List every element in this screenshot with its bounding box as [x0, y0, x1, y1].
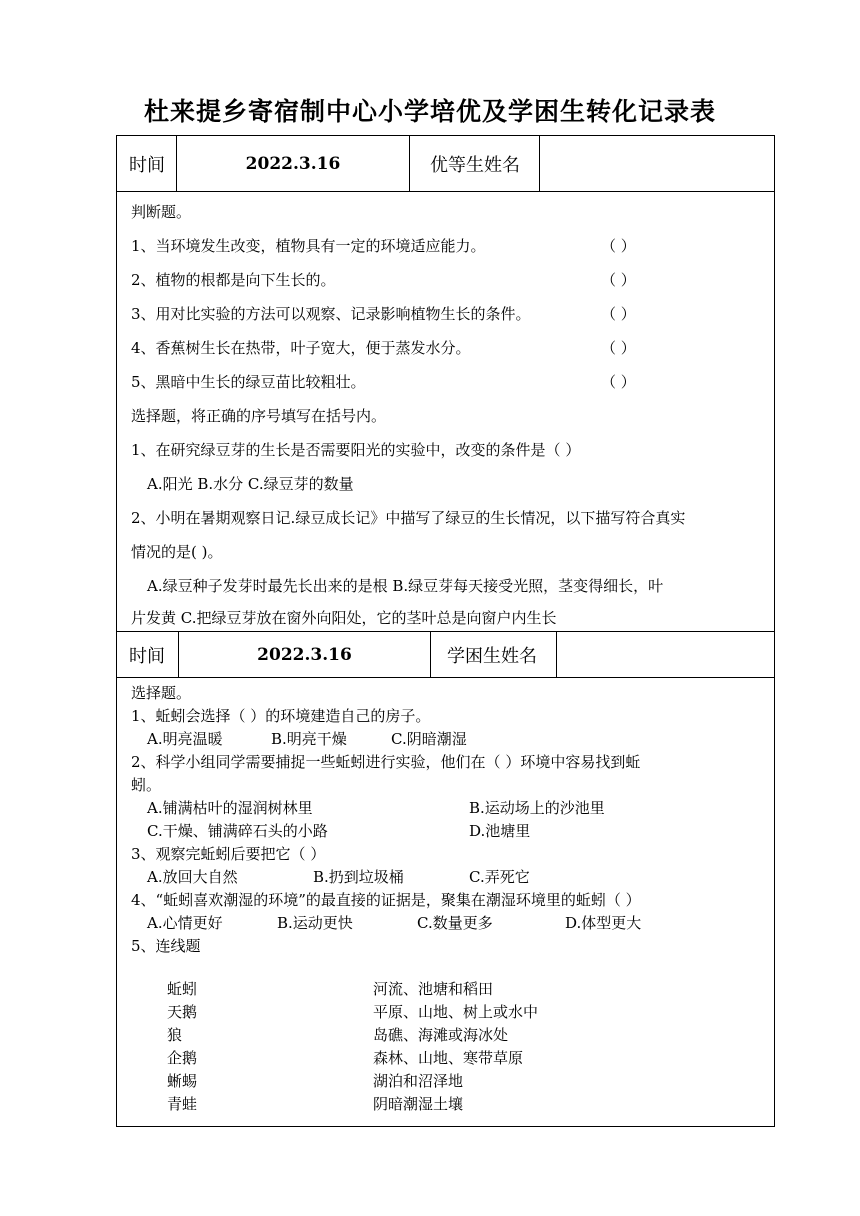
s2-q1-option-b: B.明亮干燥	[271, 730, 347, 748]
section2-name-value[interactable]	[557, 632, 774, 677]
s2-q3-option-c: C.弄死它	[469, 868, 530, 886]
s2-q4-option-a: A.心情更好	[147, 914, 223, 932]
s2-q2-option-a: A.铺满枯叶的湿润树林里	[147, 799, 313, 817]
judge-answer-1[interactable]: （ ）	[601, 237, 636, 255]
s2-q3-option-b: B.扔到垃圾桶	[313, 868, 404, 886]
record-table	[116, 135, 775, 1127]
match-right-3: 岛礁、海滩或海冰处	[373, 1026, 509, 1044]
judge-heading: 判断题。	[131, 203, 192, 221]
s2-q2-option-c: C.干燥、铺满碎石头的小路	[147, 822, 328, 840]
choice-question-2-line2: 情况的是( )。	[131, 543, 223, 561]
section2-time-label: 时间	[117, 632, 179, 677]
match-left-2: 天鹅	[167, 1003, 198, 1021]
match-right-2: 平原、山地、树上或水中	[373, 1003, 539, 1021]
choice-question-1-options: A.阳光 B.水分 C.绿豆芽的数量	[147, 475, 354, 493]
s2-question-2-line2: 蚓。	[131, 776, 162, 794]
match-right-4: 森林、山地、寒带草原	[373, 1049, 524, 1067]
section1-time-value: 2022.3.16	[177, 136, 410, 191]
s2-q2-option-d: D.池塘里	[469, 822, 531, 840]
s2-question-4: 4、“蚯蚓喜欢潮湿的环境”的最直接的证据是，聚集在潮湿环境里的蚯蚓（ ）	[131, 891, 641, 909]
match-right-5: 湖泊和沼泽地	[373, 1072, 464, 1090]
section1-header-row	[117, 136, 774, 192]
s2-q4-option-d: D.体型更大	[565, 914, 642, 932]
s2-question-5: 5、连线题	[131, 937, 201, 955]
s2-q1-option-a: A.明亮温暖	[147, 730, 223, 748]
s2-q1-option-c: C.阴暗潮湿	[391, 730, 467, 748]
section1-name-label: 优等生姓名	[410, 136, 540, 191]
judge-item-4: 4、香蕉树生长在热带，叶子宽大，便于蒸发水分。	[131, 339, 471, 357]
match-right-6: 阴暗潮湿土壤	[373, 1095, 464, 1113]
judge-item-1: 1、当环境发生改变，植物具有一定的环境适应能力。	[131, 237, 486, 255]
section2-header-row	[117, 632, 774, 678]
s2-heading: 选择题。	[131, 684, 192, 702]
choice-question-1: 1、在研究绿豆芽的生长是否需要阳光的实验中，改变的条件是（ ）	[131, 441, 581, 459]
match-left-4: 企鹅	[167, 1049, 198, 1067]
section2-time-value: 2022.3.16	[179, 632, 431, 677]
judge-answer-4[interactable]: （ ）	[601, 339, 636, 357]
choice-question-2-line1: 2、小明在暑期观察日记.绿豆成长记》中描写了绿豆的生长情况，以下描写符合真实	[131, 509, 686, 527]
match-left-5: 蜥蜴	[167, 1072, 198, 1090]
choice-question-2-options-line1: A.绿豆种子发芽时最先长出来的是根 B.绿豆芽每天接受光照，茎变得细长，叶	[147, 577, 664, 595]
s2-q2-option-b: B.运动场上的沙池里	[469, 799, 605, 817]
match-left-3: 狼	[167, 1026, 183, 1044]
choice-heading: 选择题，将正确的序号填写在括号内。	[131, 407, 387, 425]
judge-item-5: 5、黑暗中生长的绿豆苗比较粗壮。	[131, 373, 366, 391]
s2-q3-option-a: A.放回大自然	[147, 868, 238, 886]
match-left-1: 蚯蚓	[167, 980, 198, 998]
judge-answer-5[interactable]: （ ）	[601, 373, 636, 391]
judge-answer-2[interactable]: （ ）	[601, 271, 636, 289]
s2-question-2-line1: 2、科学小组同学需要捕捉一些蚯蚓进行实验，他们在（ ）环境中容易找到蚯	[131, 753, 641, 771]
section1-body	[117, 192, 774, 632]
match-left-6: 青蛙	[167, 1095, 198, 1113]
judge-item-2: 2、植物的根都是向下生长的。	[131, 271, 336, 289]
section1-time-label: 时间	[117, 136, 177, 191]
s2-question-1: 1、蚯蚓会选择（ ）的环境建造自己的房子。	[131, 707, 431, 725]
s2-q4-option-c: C.数量更多	[417, 914, 493, 932]
judge-item-3: 3、用对比实验的方法可以观察、记录影响植物生长的条件。	[131, 305, 531, 323]
s2-question-3: 3、观察完蚯蚓后要把它（ ）	[131, 845, 326, 863]
match-right-1: 河流、池塘和稻田	[373, 980, 494, 998]
page-title: 杜来提乡寄宿制中心小学培优及学困生转化记录表	[143, 97, 716, 126]
s2-q4-option-b: B.运动更快	[277, 914, 353, 932]
section2-body	[117, 678, 774, 1126]
section1-name-value[interactable]	[540, 136, 774, 191]
judge-answer-3[interactable]: （ ）	[601, 305, 636, 323]
choice-question-2-options-line2: 片发黄 C.把绿豆芽放在窗外向阳处，它的茎叶总是向窗户内生长	[131, 609, 557, 627]
section2-name-label: 学困生姓名	[431, 632, 557, 677]
